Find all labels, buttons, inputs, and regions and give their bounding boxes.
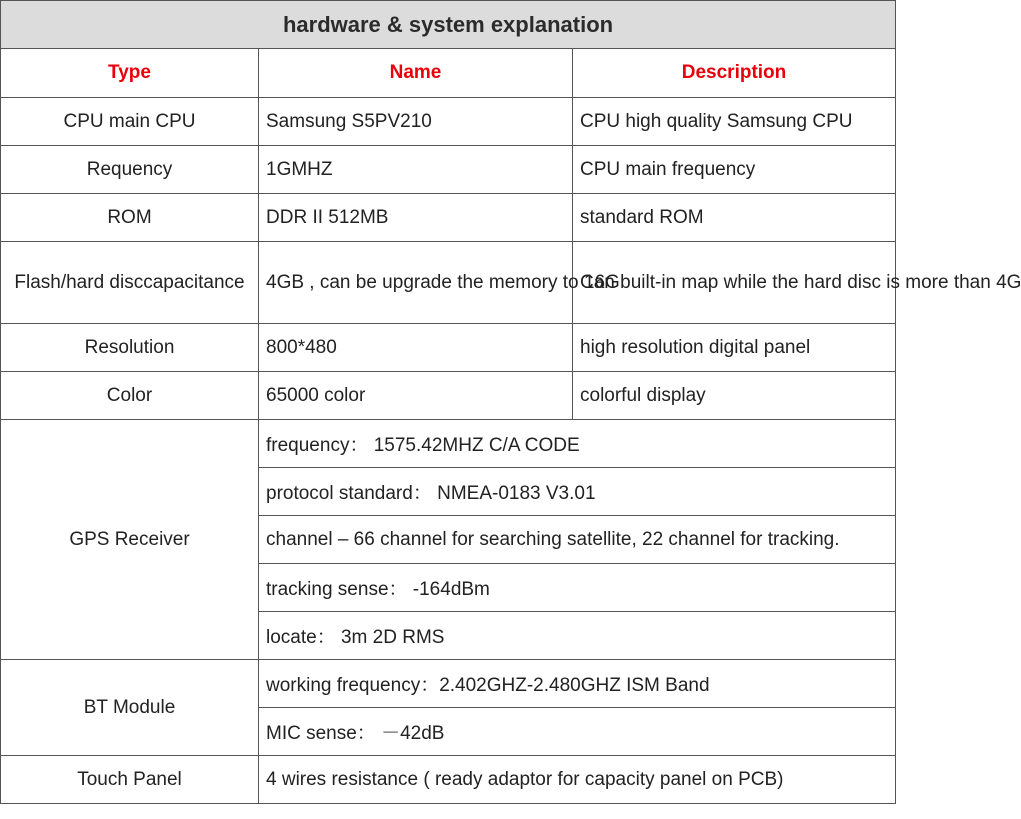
name-cell: DDR II 512MB — [259, 194, 573, 242]
table-row — [1, 324, 896, 372]
type-cell: CPU main CPU — [1, 98, 259, 146]
name-cell: Samsung S5PV210 — [259, 98, 573, 146]
description-cell: standard ROM — [573, 194, 896, 242]
touch-type-cell: Touch Panel — [1, 756, 259, 804]
touch-row — [1, 756, 896, 804]
gps-type-cell: GPS Receiver — [1, 420, 259, 660]
header-description: Description — [573, 49, 896, 98]
gps-spec-cell: protocol standard： NMEA-0183 V3.01 — [259, 468, 896, 516]
gps-spec-cell: tracking sense： -164dBm — [259, 564, 896, 612]
type-cell: Requency — [1, 146, 259, 194]
description-cell: CPU high quality Samsung CPU — [573, 98, 896, 146]
description-cell: colorful display — [573, 372, 896, 420]
description-cell: high resolution digital panel — [573, 324, 896, 372]
bt-spec-cell: MIC sense： －42dB — [259, 708, 896, 756]
name-cell: 1GMHZ — [259, 146, 573, 194]
header-type: Type — [1, 49, 259, 98]
name-cell: 4GB , can be upgrade the memory to 16G — [259, 242, 573, 324]
type-cell: ROM — [1, 194, 259, 242]
gps-spec-cell: locate： 3m 2D RMS — [259, 612, 896, 660]
table-row — [1, 146, 896, 194]
description-cell: Can built-in map while the hard disc is more than 4G — [573, 242, 896, 324]
gps-row — [1, 420, 896, 468]
name-cell: 65000 color — [259, 372, 573, 420]
bt-spec-cell: working frequency：2.402GHZ-2.480GHZ ISM Band — [259, 660, 896, 708]
type-cell: Flash/hard disccapacitance — [1, 242, 259, 324]
bt-type-cell: BT Module — [1, 660, 259, 756]
name-cell: 800*480 — [259, 324, 573, 372]
touch-spec-cell: 4 wires resistance ( ready adaptor for capacity panel on PCB) — [259, 756, 896, 804]
table-row — [1, 372, 896, 420]
table-title: hardware & system explanation — [1, 1, 896, 49]
gps-spec-cell: frequency： 1575.42MHZ C/A CODE — [259, 420, 896, 468]
type-cell: Color — [1, 372, 259, 420]
header-row — [1, 49, 896, 98]
table-row — [1, 98, 896, 146]
table-row — [1, 194, 896, 242]
type-cell: Resolution — [1, 324, 259, 372]
header-name: Name — [259, 49, 573, 98]
description-cell: CPU main frequency — [573, 146, 896, 194]
bt-row — [1, 660, 896, 708]
title-row — [1, 1, 896, 49]
gps-spec-cell: channel – 66 channel for searching satellite, 22 channel for tracking. — [259, 516, 896, 564]
table-row — [1, 242, 896, 324]
